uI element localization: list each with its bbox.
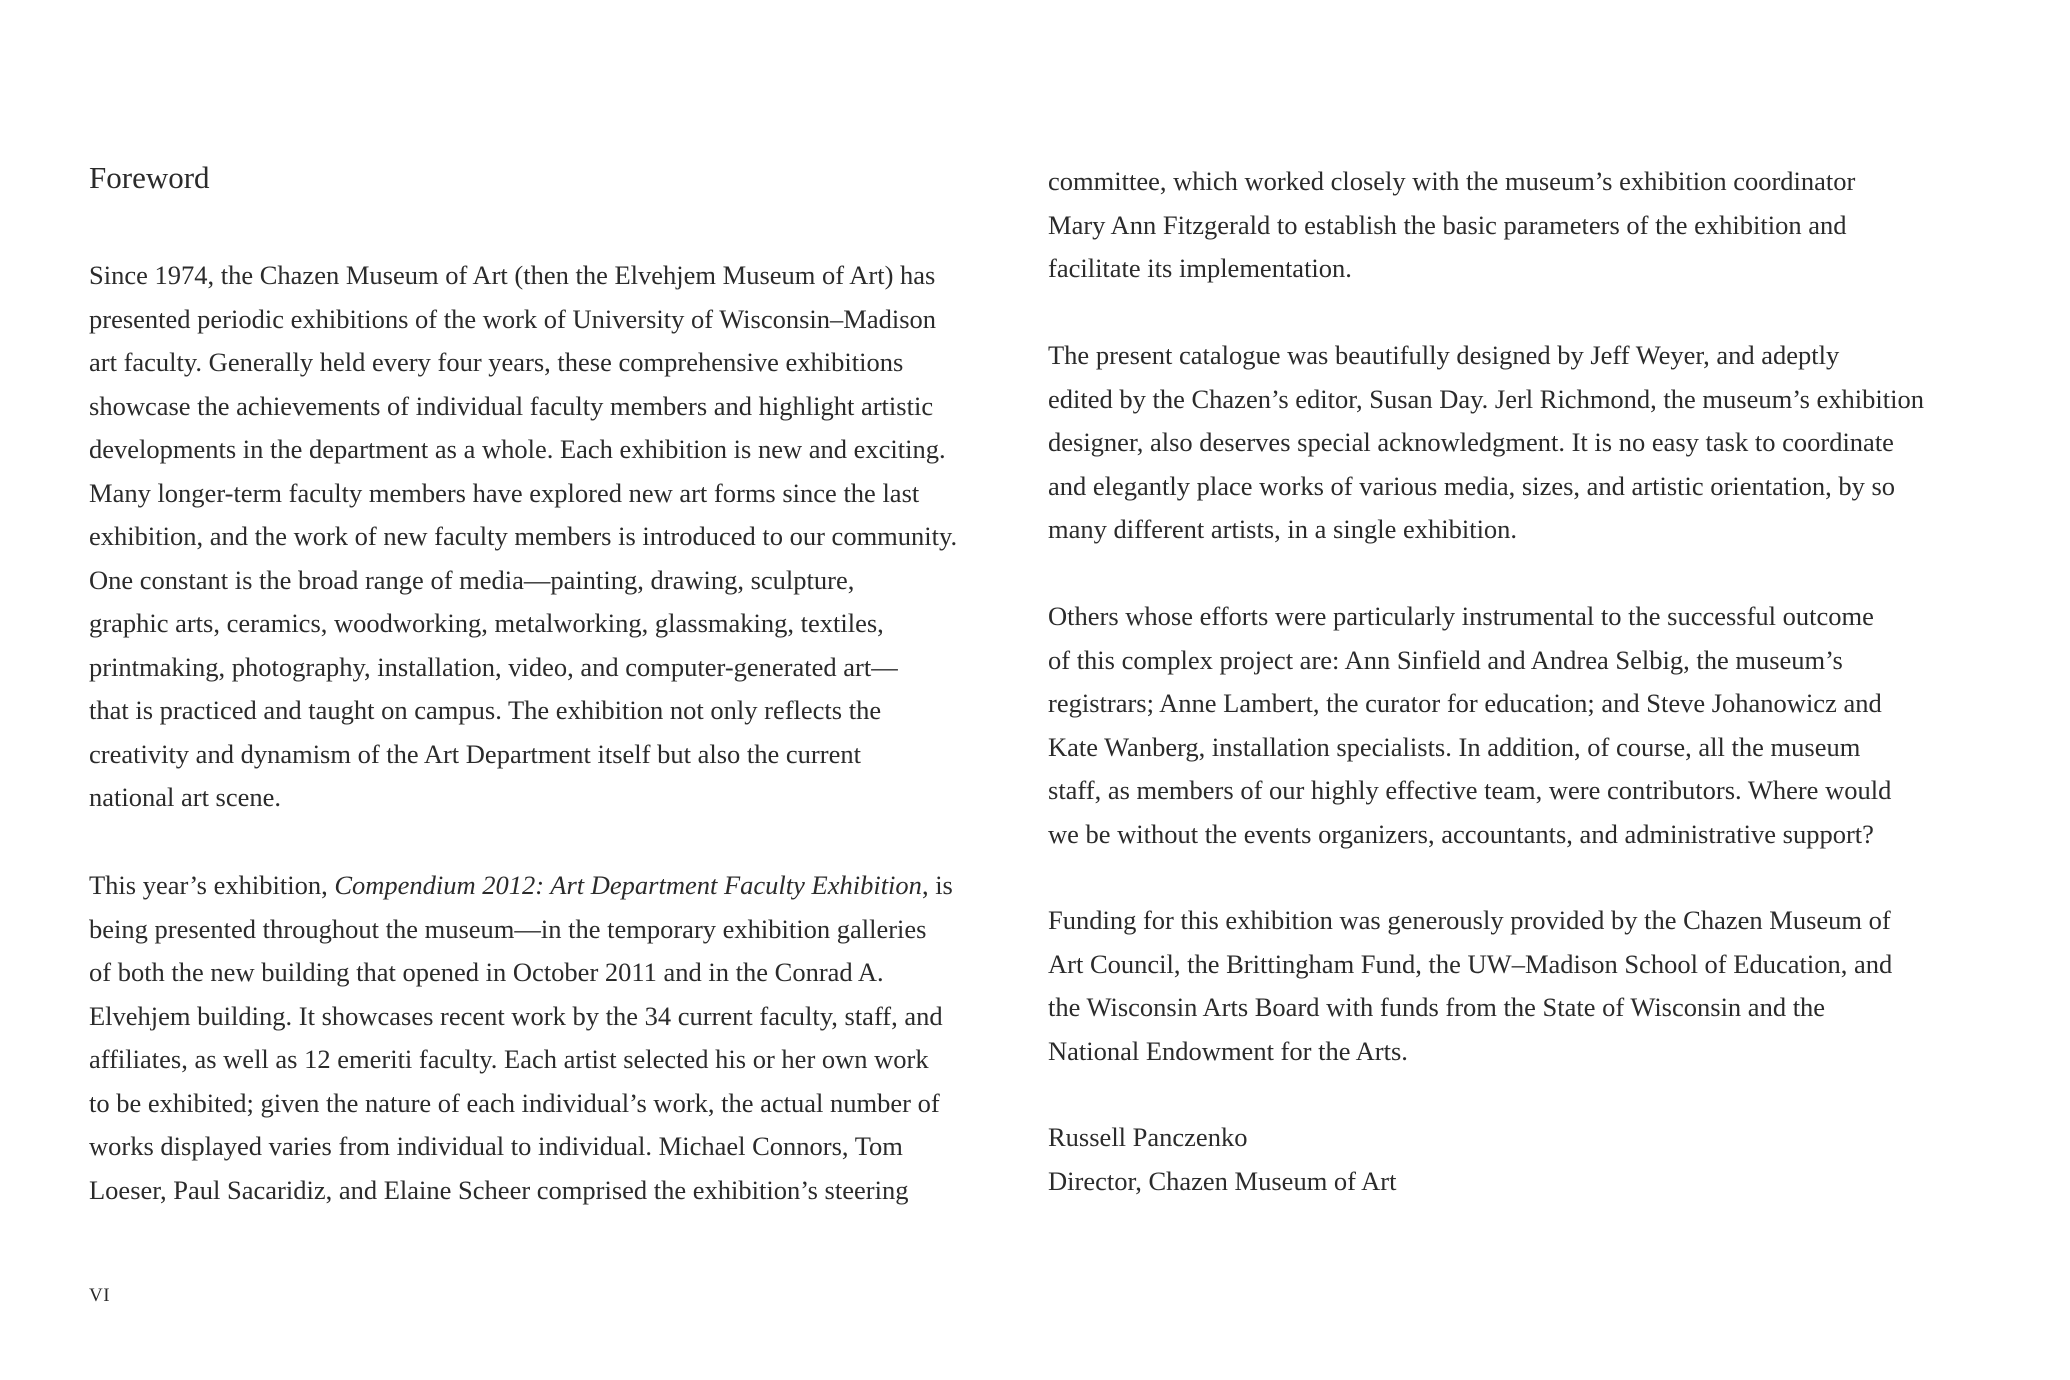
text-line: graphic arts, ceramics, woodworking, metalworking, glassmaking, textiles, xyxy=(89,608,884,638)
text-line: showcase the achievements of individual faculty members and highlight artistic xyxy=(89,390,934,421)
text-line: The present catalogue was beautifully designed by Jeff Weyer, and adeptly xyxy=(1048,340,1840,370)
foreword-paragraph-6 xyxy=(1048,899,1928,1073)
foreword-paragraph-3 xyxy=(1048,160,1928,291)
text-line: presented periodic exhibitions of the work of University of Wisconsin–Madison xyxy=(89,303,937,334)
text-line: Art Council, the Brittingham Fund, the UW–Madison School of Education, and xyxy=(1048,948,1893,979)
text-line: Kate Wanberg, installation specialists. In addition, of course, all the museum xyxy=(1048,731,1861,762)
text-line: printmaking, photography, installation, video, and computer-generated art— xyxy=(89,651,898,682)
text-line: committee, which worked closely with the museum’s exhibition coordinator xyxy=(1048,166,1856,196)
foreword-paragraph-4 xyxy=(1048,334,1928,552)
text-line: registrars; Anne Lambert, the curator for education; and Steve Johanowicz and xyxy=(1048,688,1882,718)
text-line: and elegantly place works of various media, sizes, and artistic orientation, by so xyxy=(1048,470,1896,501)
text-line: Many longer-term faculty members have explored new art forms since the last xyxy=(89,477,920,508)
text-line: creativity and dynamism of the Art Department itself but also the current xyxy=(89,738,861,769)
page-number: VI xyxy=(89,1285,111,1306)
text-line: staff, as members of our highly effective team, were contributors. Where would xyxy=(1048,775,1892,805)
text-line: that is practiced and taught on campus. The exhibition not only reflects the xyxy=(89,695,882,725)
text-line: Elvehjem building. It showcases recent work by the 34 current faculty, staff, and xyxy=(89,1000,943,1031)
text-line: facilitate its implementation. xyxy=(1048,253,1352,283)
signature-block xyxy=(1048,1116,1928,1203)
text-line: the Wisconsin Arts Board with funds from the State of Wisconsin and the xyxy=(1048,992,1826,1022)
signature-name: Russell Panczenko xyxy=(1048,1122,1248,1152)
text-line: edited by the Chazen’s editor, Susan Day. Jerl Richmond, the museum’s exhibition xyxy=(1048,383,1924,414)
text-line: Loeser, Paul Sacaridiz, and Elaine Scheer comprised the exhibition’s steering xyxy=(89,1174,909,1205)
text-line: art faculty. Generally held every four years, these comprehensive exhibitions xyxy=(89,347,904,377)
text-run: , is xyxy=(921,870,953,900)
foreword-paragraph-5 xyxy=(1048,595,1928,856)
text-line: Since 1974, the Chazen Museum of Art (then the Elvehjem Museum of Art) has xyxy=(89,260,936,290)
text-line: Funding for this exhibition was generously provided by the Chazen Museum of xyxy=(1048,905,1891,935)
page-title: Foreword xyxy=(89,160,210,195)
text-line: National Endowment for the Arts. xyxy=(1048,1035,1408,1066)
foreword-paragraph-2 xyxy=(89,864,969,1212)
text-line: many different artists, in a single exhibition. xyxy=(1048,514,1518,544)
text-line: developments in the department as a whole. Each exhibition is new and exciting. xyxy=(89,434,946,464)
foreword-paragraph-1 xyxy=(89,254,969,820)
text-line: Others whose efforts were particularly instrumental to the successful outcome xyxy=(1048,601,1874,631)
text-line: works displayed varies from individual to individual. Michael Connors, Tom xyxy=(89,1131,903,1161)
signature-title: Director, Chazen Museum of Art xyxy=(1048,1165,1397,1196)
text-line: we be without the events organizers, accountants, and administrative support? xyxy=(1048,818,1874,849)
text-line: of both the new building that opened in October 2011 and in the Conrad A. xyxy=(89,957,884,987)
exhibition-title: Compendium 2012: Art Department Faculty Exhibition xyxy=(334,870,922,900)
text-line: One constant is the broad range of media—painting, drawing, sculpture, xyxy=(89,564,855,595)
text-line: designer, also deserves special acknowledgment. It is no easy task to coordinate xyxy=(1048,427,1894,457)
text-line: of this complex project are: Ann Sinfield and Andrea Selbig, the museum’s xyxy=(1048,644,1843,675)
text-run: This year’s exhibition, xyxy=(89,870,335,900)
text-line: national art scene. xyxy=(89,782,282,812)
text-line: exhibition, and the work of new faculty members is introduced to our community. xyxy=(89,521,958,551)
text-line: being presented throughout the museum—in the temporary exhibition galleries xyxy=(89,913,927,944)
text-line: affiliates, as well as 12 emeriti faculty. Each artist selected his or her own work xyxy=(89,1044,929,1074)
text-line: Mary Ann Fitzgerald to establish the basic parameters of the exhibition and xyxy=(1048,209,1847,240)
text-line xyxy=(89,864,969,908)
text-line: to be exhibited; given the nature of each individual’s work, the actual number of xyxy=(89,1087,940,1118)
